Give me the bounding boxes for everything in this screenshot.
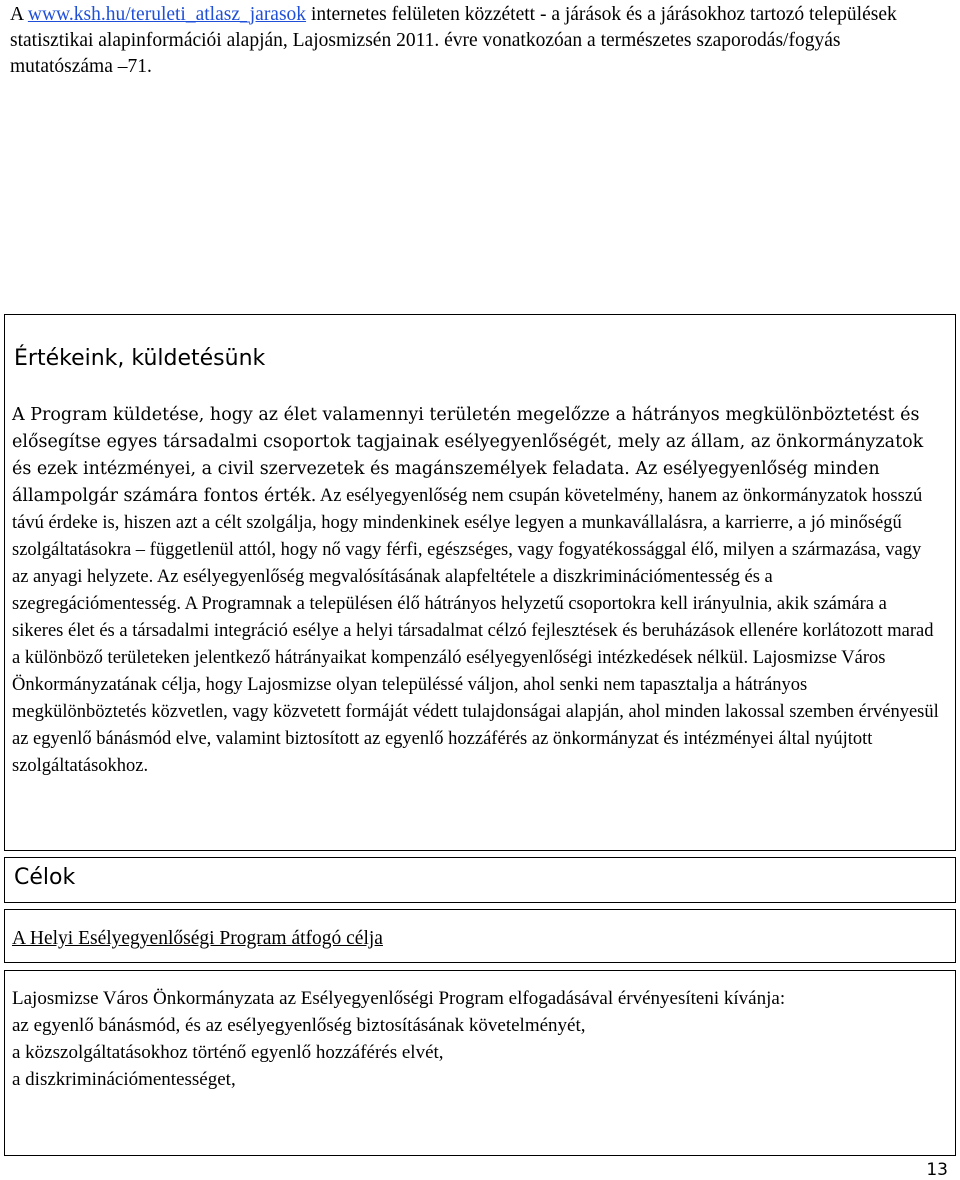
declaration-item: a diszkriminációmentességet,	[12, 1069, 236, 1090]
goals-heading: Célok	[14, 865, 76, 890]
values-text-part1: A Program küldetése, hogy az élet valamennyi területén megelőzze a hátrányos megkülönböztetést és elősegítse egyes társadalmi csoportok tagjainak esélyegyenlőségét, mely az állam, az önkormányzatok és ezek intézményei, a civil szervezetek és magánszemélyek feladata. Az esélyegyenlőség minden állampolgár számára fontos érték.	[12, 405, 924, 506]
declaration-text	[12, 985, 942, 1093]
declaration-item: a közszolgáltatásokhoz történő egyenlő hozzáférés elvét,	[12, 1042, 444, 1063]
intro-paragraph	[10, 2, 940, 80]
goals-section-box	[4, 857, 956, 903]
intro-text: internetes felületen közzétett - a járások és a járásokhoz tartozó települések statisztikai alapinformációi alapján, Lajosmizsén 2011. évre vonatkozóan a természetes szaporodás/fogyás mutatószáma –71.	[10, 4, 897, 77]
declaration-item: az egyenlő bánásmód, és az esélyegyenlőség biztosításának követelményét,	[12, 1015, 586, 1036]
values-body-text	[12, 402, 940, 780]
values-heading: Értékeink, küldetésünk	[14, 346, 266, 371]
ksh-link[interactable]: www.ksh.hu/teruleti_atlasz_jarasok	[27, 4, 307, 25]
intro-prefix: A	[10, 4, 28, 25]
declaration-intro: Lajosmizse Város Önkormányzata az Esélyegyenlőségi Program elfogadásával érvényesíteni kívánja:	[12, 988, 786, 1009]
aim-title: A Helyi Esélyegyenlőségi Program átfogó célja	[12, 928, 383, 949]
values-text-part2: Az esélyegyenlőség nem csupán követelmény, hanem az önkormányzatok hosszú távú érdeke is, hiszen azt a célt szolgálja, hogy mindenkinek esélye legyen a munkavállalásra, a karrierre, a jó minőségű szolgáltatásokra – függetlenül attól, hogy nő vagy férfi, egészséges, vagy fogyatékossággal élő, milyen a származása, vagy az anyagi helyzete. Az esélyegyenlőség megvalósításának alapfeltétele a diszkriminációmentesség és a szegregációmentesség. A Programnak a településen élő hátrányos helyzetű csoportokra kell irányulnia, akik számára a sikeres élet és a társadalmi integráció esélye a helyi társadalmat célzó fejlesztések és beruházások ellenére korlátozott marad a különböző területeken jelentkező hátrányaikat kompenzáló esélyegyenlőségi intézkedések nélkül. Lajosmizse Város Önkormányzatának célja, hogy Lajosmizse olyan településsé váljon, ahol senki nem tapasztalja a hátrányos megkülönböztetés közvetlen, vagy közvetett formáját védett tulajdonságai alapján, ahol minden lakossal szemben érvényesül az egyenlő bánásmód elve, valamint biztosított az egyenlő hozzáférés az önkormányzat és intézményei által nyújtott szolgáltatásokhoz.	[12, 486, 939, 776]
declaration-box	[4, 970, 956, 1156]
values-section-box	[4, 314, 956, 851]
aim-section-box	[4, 909, 956, 963]
page-number: 13	[926, 1160, 948, 1180]
